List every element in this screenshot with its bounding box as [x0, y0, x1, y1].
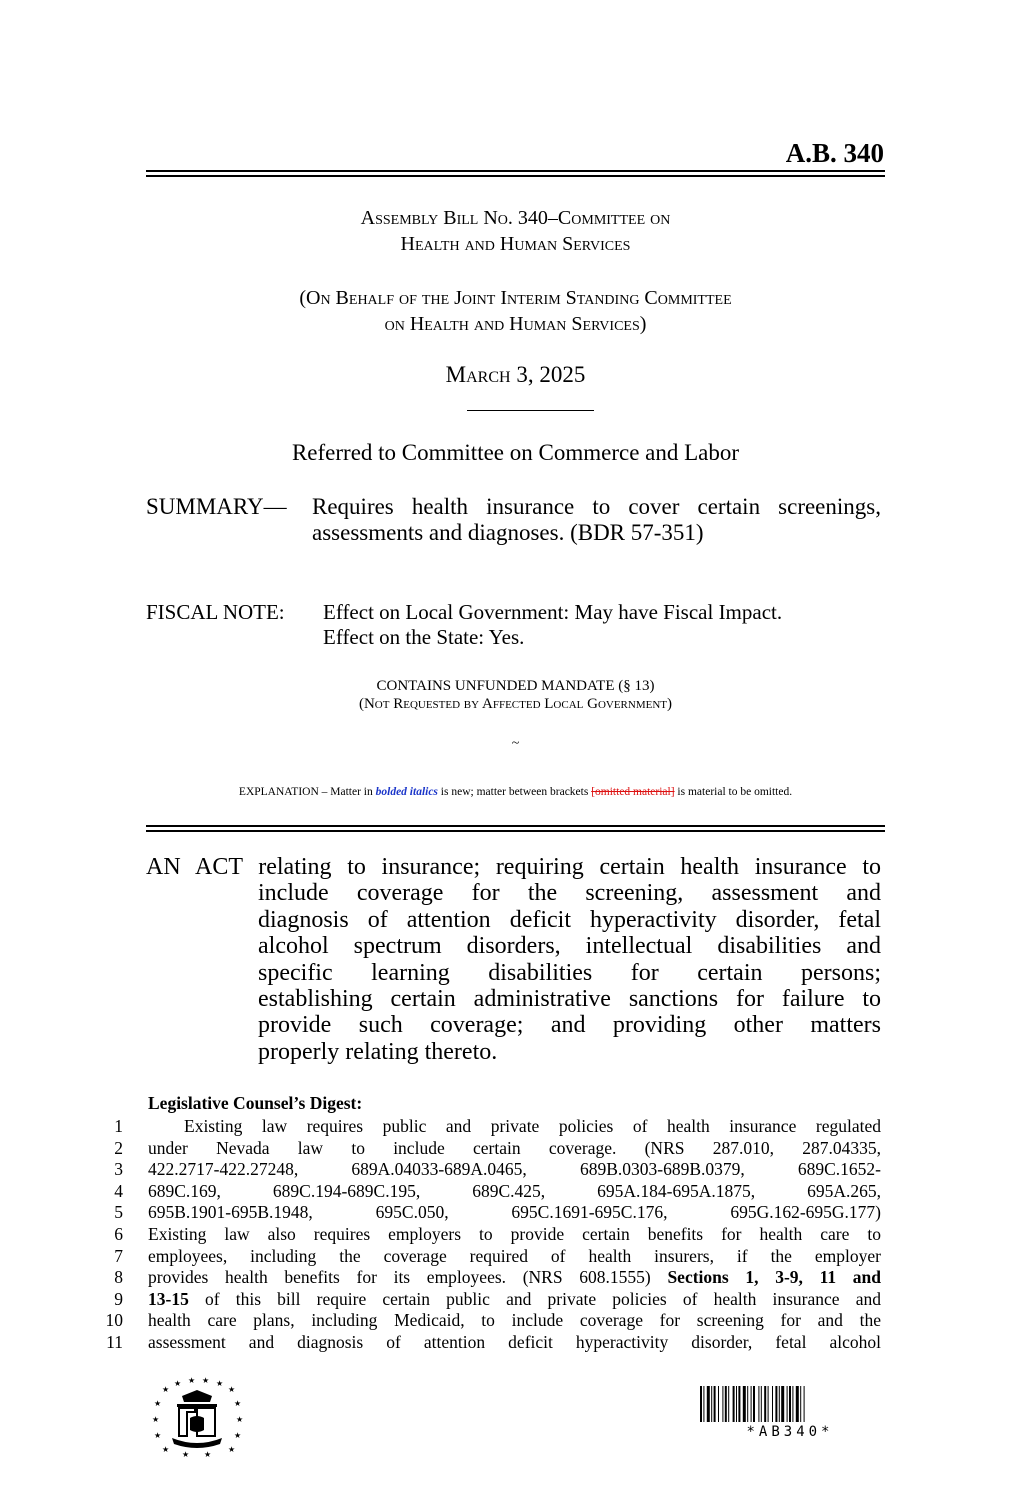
- svg-text:★: ★: [234, 1431, 242, 1440]
- barcode-bar: [792, 1386, 793, 1422]
- line-number: 6: [114, 1224, 123, 1244]
- barcode-bar: [781, 1386, 784, 1422]
- fiscal-note-label: FISCAL NOTE:: [146, 600, 285, 624]
- barcode-bar: [768, 1386, 769, 1422]
- barcode-bar: [743, 1386, 746, 1422]
- digest-text: employees, including the coverage required of health insurers, if the employer: [148, 1245, 881, 1266]
- svg-text:★: ★: [204, 1450, 212, 1459]
- line-number: 4: [114, 1180, 123, 1201]
- barcode-bar: [764, 1386, 766, 1422]
- barcode-bar: [800, 1386, 801, 1422]
- line-number: 9: [114, 1288, 123, 1309]
- barcode-graphic: [700, 1386, 880, 1427]
- bill-date: March 3, 2025: [445, 362, 586, 387]
- digest-text: Existing law also requires employers to provide certain benefits for health care to: [148, 1224, 881, 1244]
- act-line: properly relating thereto.: [258, 1038, 498, 1065]
- barcode-bar: [728, 1386, 729, 1422]
- bill-title-line1: Assembly Bill No. 340–Committee on: [360, 207, 671, 229]
- digest-line: [148, 1116, 881, 1136]
- explanation-line: [146, 786, 885, 798]
- digest-line: [148, 1138, 881, 1158]
- explanation-rule: [146, 825, 885, 832]
- barcode-bar: [761, 1386, 762, 1422]
- date-rule: [467, 410, 594, 411]
- digest-line: [148, 1202, 881, 1222]
- digest-text: health care plans, including Medicaid, to include coverage for screening for and the: [148, 1310, 881, 1331]
- line-number: 10: [105, 1310, 123, 1331]
- act-line: diagnosis of attention deficit hyperactivity disorder, fetal: [258, 906, 881, 933]
- barcode-bar: [736, 1386, 737, 1422]
- summary-label: SUMMARY—: [146, 494, 287, 519]
- explanation-suffix: is material to be omitted.: [674, 786, 793, 798]
- digest-text: under Nevada law to include certain coverage. (NRS 287.010, 287.04335,: [148, 1137, 881, 1158]
- act-line: include coverage for the screening, assessment and: [258, 880, 881, 907]
- digest-text: assessment and diagnosis of attention deficit hyperactivity disorder, fetal alcohol: [148, 1332, 881, 1352]
- digest-line: [148, 1289, 881, 1309]
- digest-text: 422.2717-422.27248, 689A.04033-689A.0465, 689B.0303-689B.0379, 689C.1652-: [148, 1159, 881, 1180]
- separator-tilde: ~: [511, 736, 520, 751]
- line-number: 1: [114, 1116, 123, 1136]
- act-line: specific learning disabilities for certain persons;: [258, 959, 881, 986]
- explanation-prefix: EXPLANATION – Matter in: [238, 786, 376, 798]
- digest-line: [148, 1224, 881, 1244]
- barcode-bar: [733, 1386, 735, 1422]
- svg-text:★: ★: [174, 1379, 182, 1388]
- mandate-line2: (Not Requested by Affected Local Government): [358, 696, 673, 712]
- barcode-bar: [753, 1386, 755, 1422]
- svg-text:★: ★: [228, 1385, 236, 1394]
- svg-text:★: ★: [216, 1379, 224, 1388]
- digest-line: [148, 1246, 881, 1266]
- explanation-middle: is new; matter between brackets: [437, 786, 592, 798]
- svg-text:★: ★: [228, 1445, 236, 1454]
- explanation-italic-sample: bolded italics: [375, 786, 438, 798]
- svg-text:★: ★: [154, 1431, 162, 1440]
- line-number: 8: [114, 1267, 123, 1288]
- digest-line: [148, 1159, 881, 1179]
- mandate-line1: CONTAINS UNFUNDED MANDATE (§ 13): [376, 678, 655, 694]
- fiscal-note-line2: Effect on the State: Yes.: [323, 625, 525, 649]
- svg-text:★: ★: [154, 1399, 162, 1408]
- barcode-bar: [772, 1386, 773, 1422]
- digest-line: [148, 1332, 881, 1352]
- header-rule: [146, 170, 885, 177]
- digest-title: Legislative Counsel’s Digest:: [148, 1093, 363, 1113]
- svg-text:★: ★: [162, 1385, 170, 1394]
- barcode-bar: [738, 1386, 740, 1422]
- line-number: 3: [114, 1159, 123, 1180]
- barcode-bar: [789, 1386, 791, 1422]
- summary-text: Requires health insurance to cover certain screenings, assessments and diagnoses. (BDR 57-351): [312, 494, 881, 545]
- barcode-bar: [718, 1386, 719, 1422]
- act-line: establishing certain administrative sanctions for failure to: [258, 986, 881, 1013]
- digest-line: [148, 1310, 881, 1330]
- barcode-bar: [796, 1386, 799, 1422]
- svg-text:★: ★: [188, 1376, 196, 1385]
- svg-text:★: ★: [162, 1445, 170, 1454]
- bill-title-line2: Health and Human Services: [400, 233, 631, 255]
- act-line: alcohol spectrum disorders, intellectual disabilities and: [258, 933, 881, 960]
- line-number: 11: [106, 1332, 123, 1352]
- act-body: [258, 880, 881, 1065]
- fiscal-note-line1: Effect on Local Government: May have Fiscal Impact.: [323, 600, 783, 624]
- svg-text:★: ★: [236, 1415, 244, 1424]
- act-first-line: AN ACT relating to insurance; requiring certain health insurance to: [146, 854, 881, 880]
- digest-bold-text: Sections 1, 3-9, 11 and: [667, 1267, 882, 1288]
- referred-line: Referred to Committee on Commerce and Labor: [291, 440, 740, 465]
- digest-text: of this bill require certain public and private policies of health insurance and: [188, 1288, 881, 1309]
- svg-text:★: ★: [234, 1399, 242, 1408]
- barcode-bar: [804, 1386, 805, 1422]
- barcode-bar: [707, 1386, 710, 1422]
- digest-bold-text: 13-15: [148, 1288, 189, 1309]
- barcode-bar: [779, 1386, 780, 1422]
- digest-text: 695B.1901-695B.1948, 695C.050, 695C.1691-695C.176, 695G.162-695G.177): [148, 1202, 881, 1223]
- line-number: 2: [114, 1137, 123, 1158]
- barcode-bar: [714, 1386, 716, 1422]
- act-line: provide such coverage; and providing other matters: [258, 1012, 881, 1039]
- barcode-bar: [758, 1386, 759, 1422]
- digest-text: provides health benefits for its employees. (NRS 608.1555): [148, 1267, 651, 1288]
- line-number: 5: [114, 1202, 123, 1223]
- barcode-bar: [747, 1386, 748, 1422]
- digest-text: Existing law requires public and private policies of health insurance regulated: [184, 1116, 881, 1136]
- svg-text:★: ★: [182, 1450, 190, 1459]
- barcode-bar: [787, 1386, 788, 1422]
- behalf-line1: (On Behalf of the Joint Interim Standing Committee: [299, 287, 732, 309]
- digest-line: [148, 1181, 881, 1201]
- bill-number: A.B. 340: [785, 138, 884, 168]
- line-number: 7: [114, 1245, 123, 1266]
- behalf-line2: on Health and Human Services): [384, 313, 647, 335]
- digest-text: 689C.169, 689C.194-689C.195, 689C.425, 695A.184-695A.1875, 695A.265,: [148, 1180, 881, 1201]
- svg-text:★: ★: [152, 1415, 160, 1424]
- explanation-omitted-sample: [omitted material]: [591, 786, 675, 798]
- svg-text:★: ★: [202, 1376, 210, 1385]
- barcode-bar: [722, 1386, 723, 1422]
- barcode-bar: [751, 1386, 752, 1422]
- barcode-bar: [700, 1386, 702, 1422]
- digest-line: [148, 1267, 881, 1287]
- barcode-bar: [711, 1386, 712, 1422]
- barcode-bar: [703, 1386, 704, 1422]
- barcode-text: *AB340*: [746, 1424, 834, 1440]
- barcode-bar: [775, 1386, 777, 1422]
- barcode-bar: [725, 1386, 727, 1422]
- fiscal-note-body: [323, 600, 782, 650]
- nevada-legislature-seal-icon: [152, 1378, 242, 1463]
